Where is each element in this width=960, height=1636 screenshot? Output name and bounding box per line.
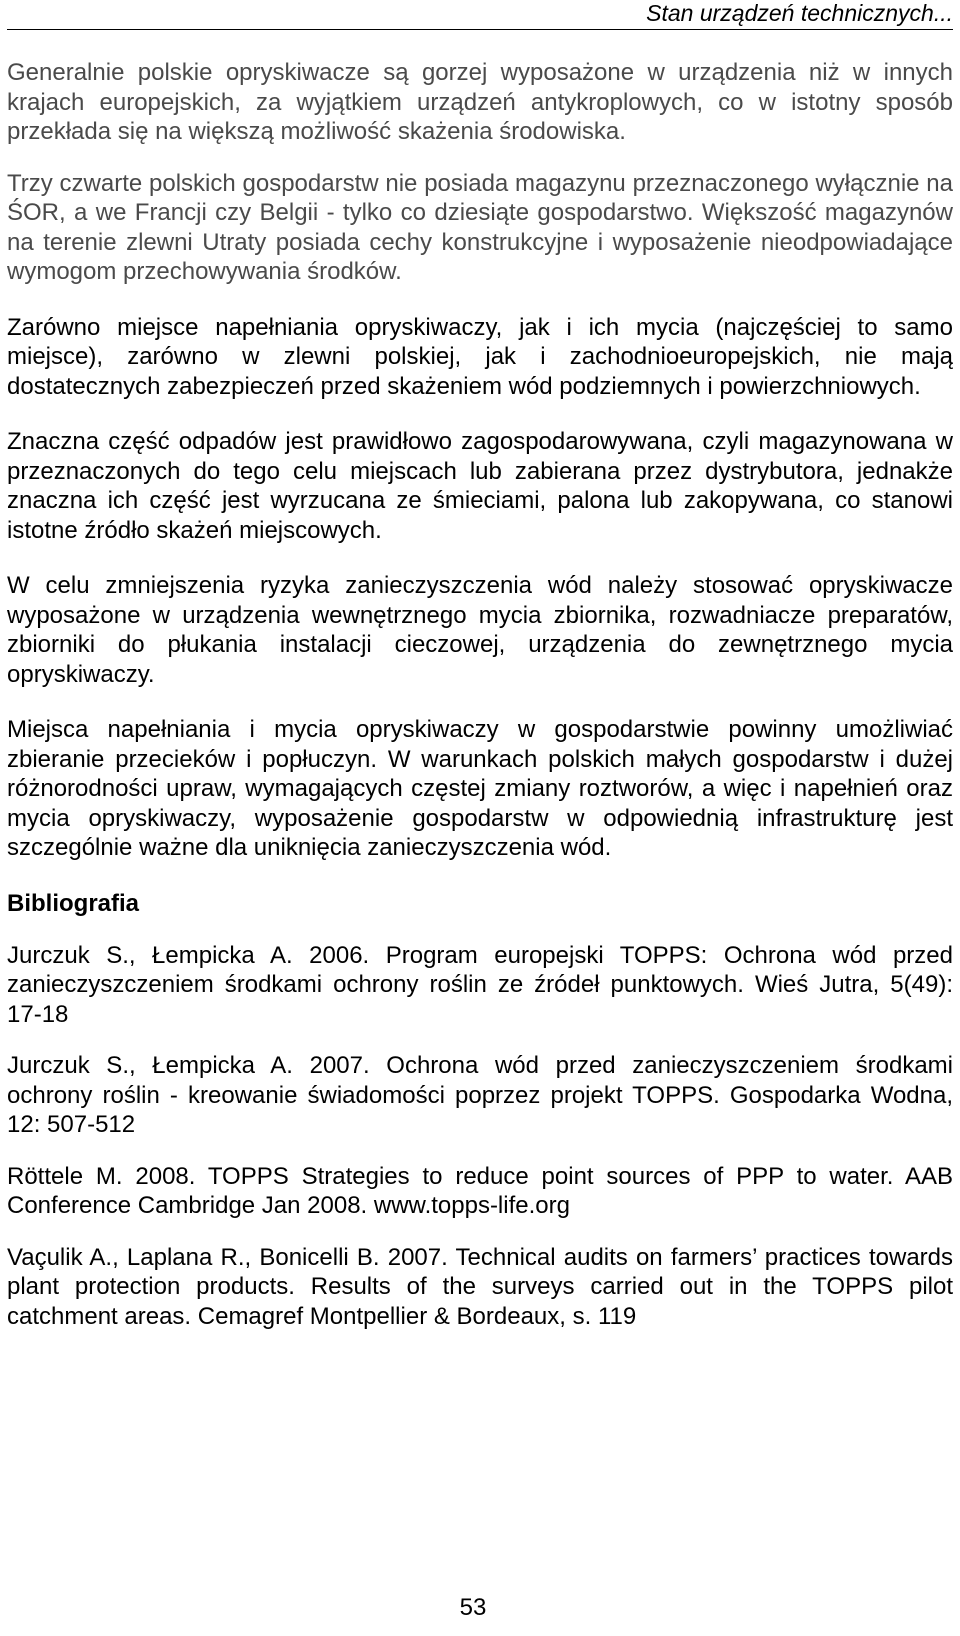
- paragraph-2: Trzy czwarte polskich gospodarstw nie posiada magazynu przeznaczonego wyłącznie na ŚOR, a we Francji czy Belgii - tylko co dziesiąte gospodarstwo. Większość magazynów na terenie zlewni Utraty posiada cechy konstrukcyjne i wyposażenie nieodpowiadające wymogom przechowywania środków.: [7, 169, 953, 285]
- paragraph-1: Generalnie polskie opryskiwacze są gorzej wyposażone w urządzenia niż w innych krajach europejskich, za wyjątkiem urządzeń antykroplowych, co w istotny sposób przekłada się na większą możliwość skażenia środowiska.: [7, 59, 953, 145]
- paragraph-5: W celu zmniejszenia ryzyka zanieczyszczenia wód należy stosować opryskiwacze wyposażone w urządzenia wewnętrznego mycia zbiornika, rozwadniacze preparatów, zbiorniki do płukania instalacji cieczowej, urządzenia do zewnętrznego mycia opryskiwaczy.: [7, 572, 953, 688]
- document-page: [7, 0, 953, 1331]
- bibliography-entry-4: Vaçulik A., Laplana R., Bonicelli B. 2007. Technical audits on farmers’ practices towards plant protection products. Results of the surveys carried out in the TOPPS pilot catchment areas. Cemagref Montpellier & Bordeaux, s. 119: [7, 1243, 953, 1330]
- bibliography-entry-2: Jurczuk S., Łempicka A. 2007. Ochrona wód przed zanieczyszczeniem środkami ochrony roślin - kreowanie świadomości poprzez projekt TOPPS. Gospodarka Wodna, 12: 507-512: [7, 1052, 953, 1138]
- paragraph-4: Znaczna część odpadów jest prawidłowo zagospodarowywana, czyli magazynowana w przeznaczonych do tego celu miejscach lub zabierana przez dystrybutora, jednakże znaczna ich część jest wyrzucana ze śmieciami, palona lub zakopywana, co stanowi istotne źródło skażeń miejscowych.: [7, 428, 953, 544]
- paragraph-3: Zarówno miejsce napełniania opryskiwaczy, jak i ich mycia (najczęściej to samo miejsce), zarówno w zlewni polskiej, jak i zachodnioeuropejskich, nie mają dostatecznych zabezpieczeń przed skażeniem wód podziemnych i powierzchniowych.: [7, 313, 953, 400]
- bibliography-entry-3: Röttele M. 2008. TOPPS Strategies to reduce point sources of PPP to water. AAB Conference Cambridge Jan 2008. www.topps-life.org: [7, 1162, 953, 1219]
- running-header: Stan urządzeń technicznych...: [7, 0, 953, 30]
- bibliography-entry-1: Jurczuk S., Łempicka A. 2006. Program europejski TOPPS: Ochrona wód przed zanieczyszczeniem środkami ochrony roślin ze źródeł punktowych. Wieś Jutra, 5(49): 17-18: [7, 941, 953, 1028]
- page-number: 53: [459, 1594, 487, 1621]
- bibliography-heading: Bibliografia: [7, 889, 140, 917]
- paragraph-6: Miejsca napełniania i mycia opryskiwaczy w gospodarstwie powinny umożliwiać zbieranie przecieków i popłuczyn. W warunkach polskich małych gospodarstw i dużej różnorodności upraw, wymagających częstej zmiany roztworów, a więc i napełnień oraz mycia opryskiwaczy, wyposażenie gospodarstw w odpowiednią infrastrukturę jest szczególnie ważne dla uniknięcia zanieczyszczenia wód.: [7, 716, 953, 861]
